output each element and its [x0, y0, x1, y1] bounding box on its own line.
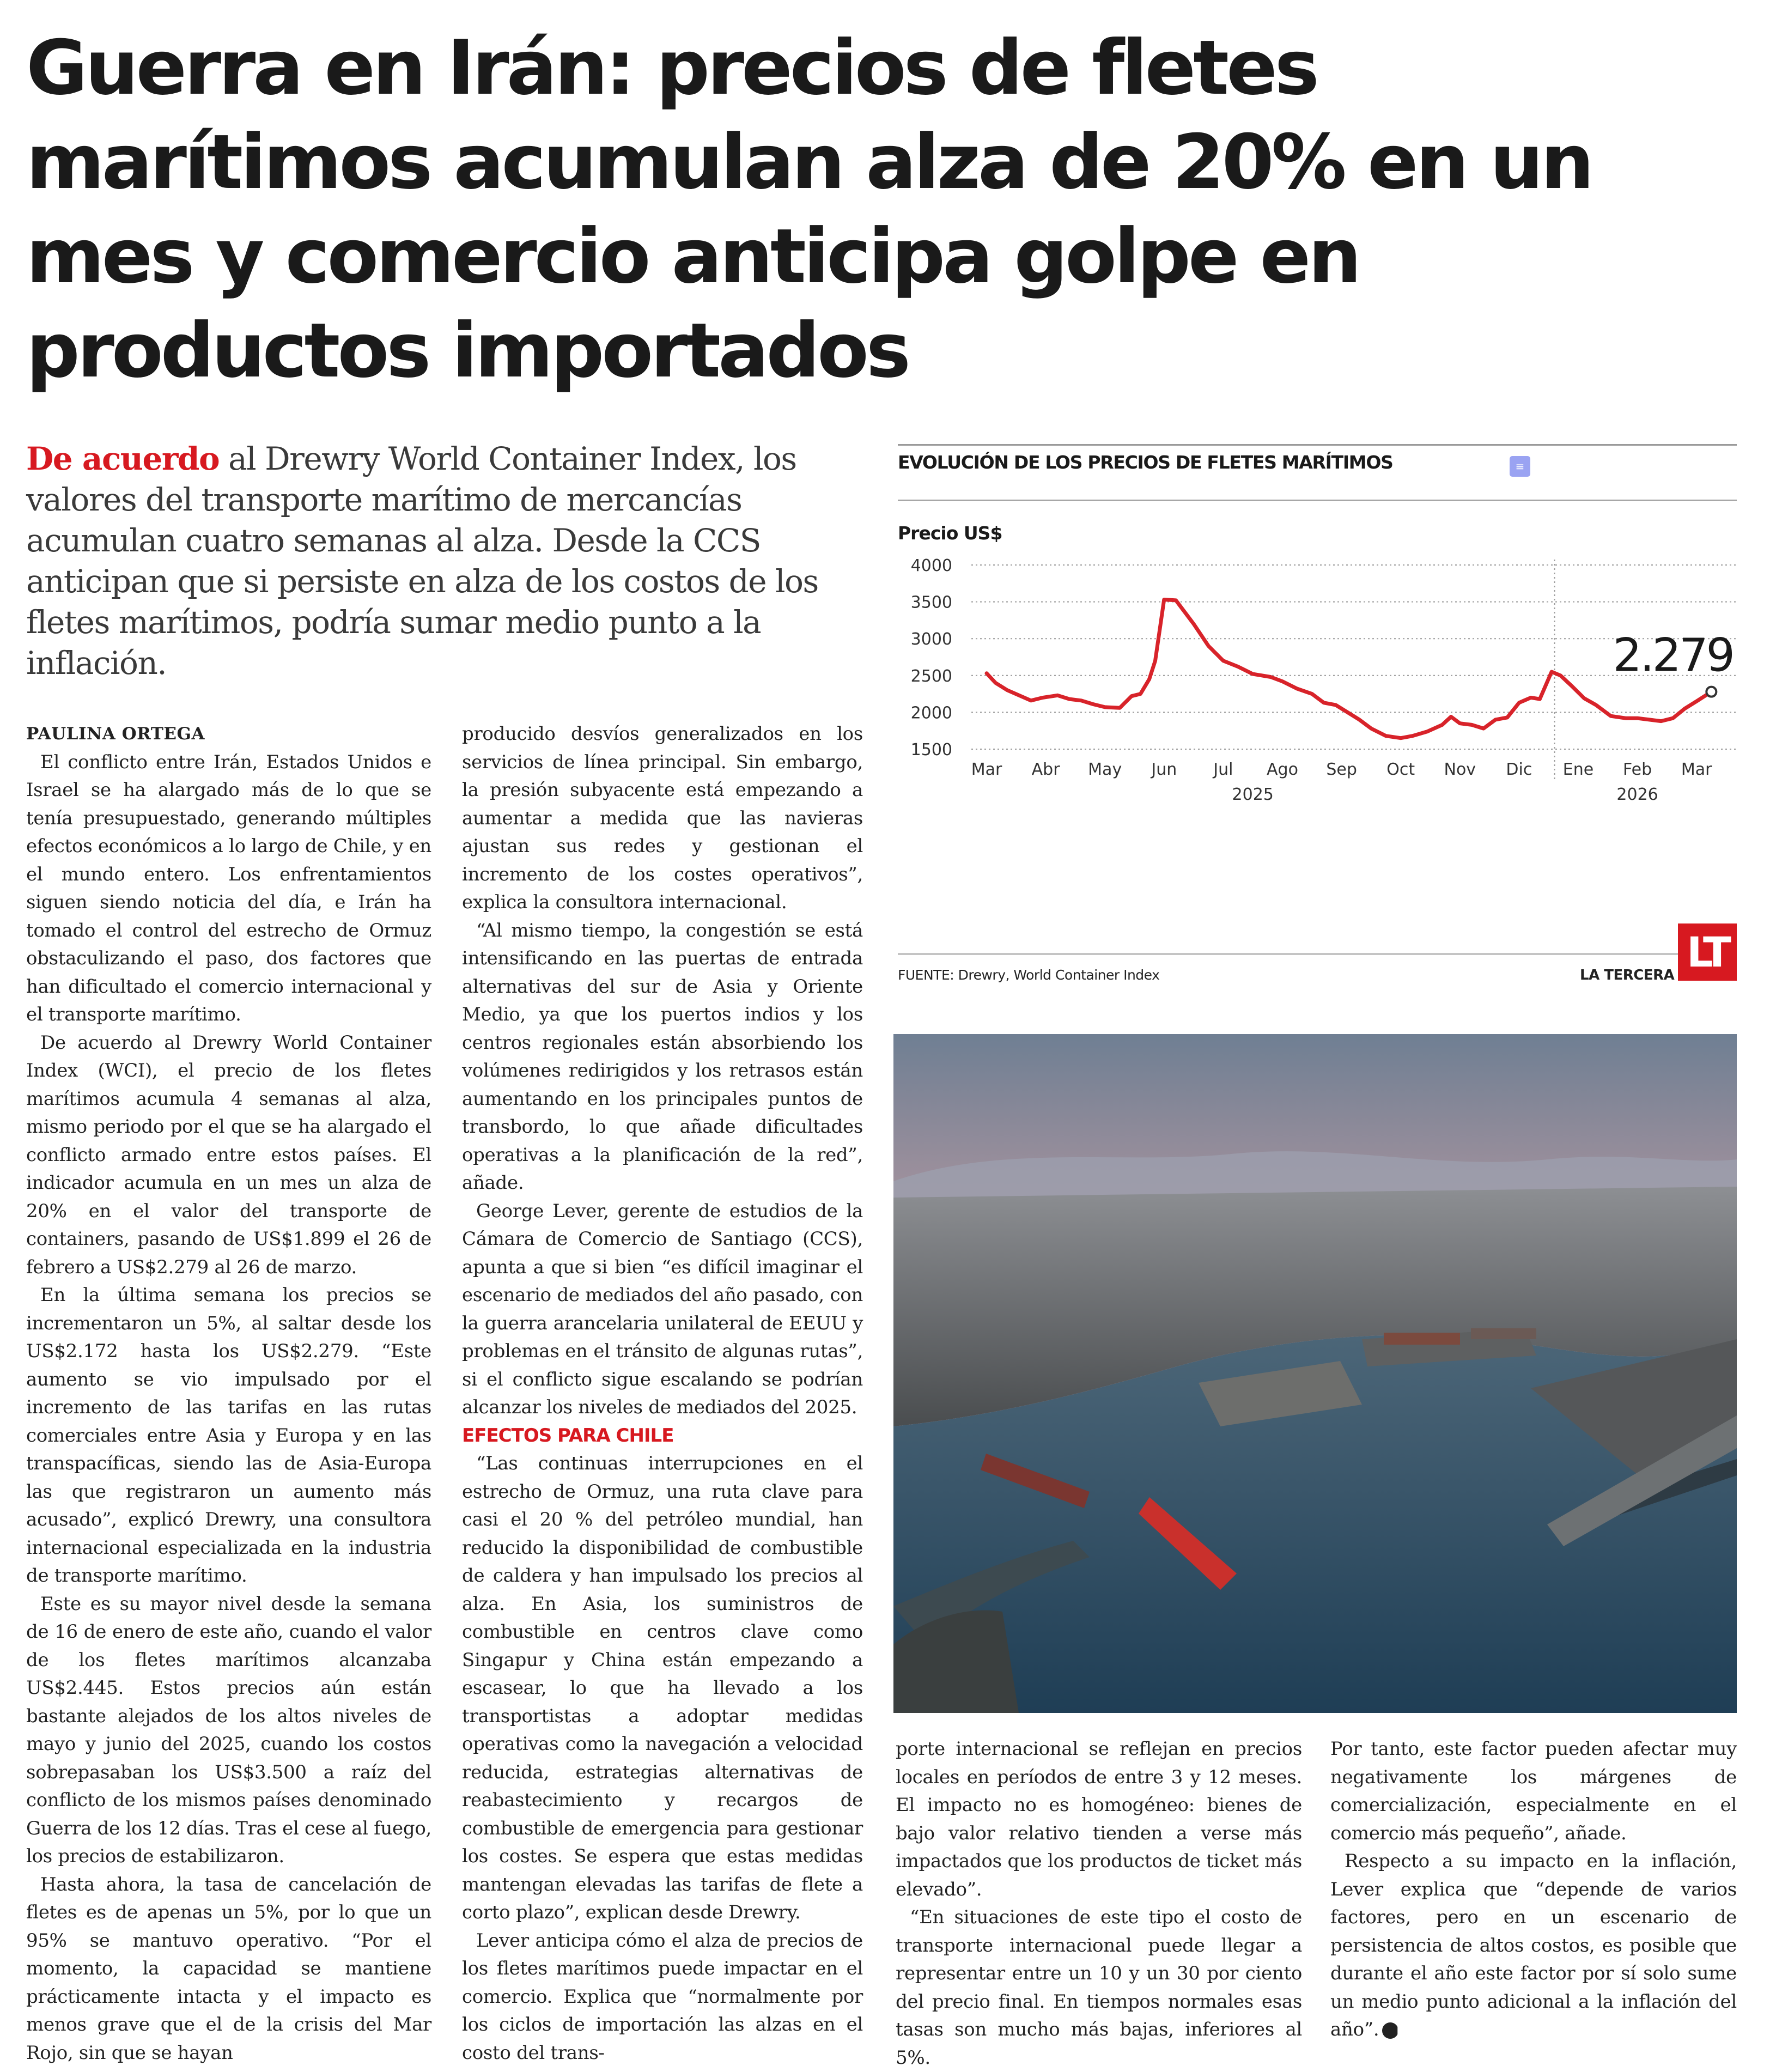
bottom-rule [898, 953, 1737, 955]
chart-source: FUENTE: Drewry, World Container Index [898, 967, 1160, 983]
top-rule [898, 444, 1737, 446]
x-tick-label: Mar [971, 760, 1002, 779]
paragraph: Hasta ahora, la tasa de cancelación de fletes es de apenas un 5%, por lo que un 95% se mantuvo operativo. “Por el momento, la capacidad se mantiene prácticamente intacta y el impacto es menos grave que el de la crisis del Mar Rojo, sin que se hayan [26, 1873, 431, 2064]
y-tick-label: 1500 [910, 740, 952, 759]
paragraph: producido desvíos generalizados en los servicios de línea principal. Sin embargo, la presión subyacente está empezando a aumentar a medida que las navieras ajustan sus redes y gestionan el incremento de los costes operativos”, explica la consultora internacional. [462, 723, 863, 913]
brand-name: LA TERCERA [1580, 967, 1675, 983]
last-point-marker [1706, 687, 1716, 697]
paragraph: Por tanto, este factor pueden afectar muy negativamente los márgenes de comercialización, especialmente en el comercio más pequeño”, añade. [1330, 1738, 1737, 1844]
y-tick-label: 3500 [910, 593, 952, 612]
paragraph: Este es su mayor nivel desde la semana de 16 de enero de este año, cuando el valor de los fletes marítimos alcanzaba US$2.445. Estos precios aún están bastante alejados de los altos niveles de mayo y junio del 2025, cuando los costos sobrepasaban los US$3.500 a raíz del conflicto de los mismos países denominado Guerra de los 12 días. Tras el cese al fuego, los precios de estabilizaron. [26, 1593, 431, 1867]
x-tick-label: Jun [1151, 760, 1177, 779]
y-axis-label: Precio US$ [898, 522, 1002, 544]
y-tick-label: 2500 [910, 666, 952, 686]
byline: PAULINA ORTEGA [26, 724, 205, 744]
x-tick-label: Dic [1506, 760, 1532, 779]
y-tick-label: 2000 [910, 703, 952, 723]
paragraph-text: Respecto a su impacto en la inflación, Lever explica que “depende de varios factores, pero en un escenario de persistencia de altos costos, es posible que durante el año este factor por sí solo sume un medio punto adicional a la inflación del año”. [1330, 1850, 1737, 2040]
chart-menu-icon[interactable]: ≡ [1510, 456, 1530, 477]
paragraph: De acuerdo al Drewry World Container Index (WCI), el precio de los fletes marítimos acumula 4 semanas al alza, mismo periodo por el que se ha alargado el conflicto armado entre estos países. El indicador acumula en un mes un alza de 20% en el valor del transporte de containers, pasando de US$1.899 el 26 de febrero a US$2.279 al 26 de marzo. [26, 1031, 431, 1278]
article-column-1 [26, 720, 431, 2067]
year-label: 2026 [1616, 785, 1658, 804]
x-tick-label: May [1088, 760, 1122, 779]
x-tick-label: Ene [1562, 760, 1594, 779]
x-tick-label: Nov [1444, 760, 1476, 779]
x-tick-label: Sep [1326, 760, 1357, 779]
paragraph: El conflicto entre Irán, Estados Unidos e Israel se ha alargado más de lo que se tenía presupuestado, generando múltiples efectos económicos a lo largo de Chile, y en el mundo entero. Los enfrentamientos siguen siendo noticia del día, e Irán ha tomado el control del estrecho de Ormuz obstaculizando el paso, dos factores que han dificultado el comercio internacional y el transporte marítimo. [26, 751, 431, 1025]
article-column-3 [896, 1735, 1302, 2072]
paragraph: porte internacional se reflejan en precios locales en períodos de entre 3 y 12 meses. El impacto no es homogéneo: bienes de bajo valor relativo tienden a verse más impactados que los productos de ticket más elevado”. [896, 1738, 1302, 1900]
price-chart [898, 504, 1737, 831]
subhead: EFECTOS PARA CHILE [462, 1424, 674, 1447]
article-column-2 [462, 720, 863, 2067]
photo-illustration [893, 1034, 1737, 1713]
x-tick-label: Ago [1267, 760, 1298, 779]
lead-paragraph [26, 439, 843, 684]
end-mark-icon: P [1382, 2022, 1398, 2039]
x-tick-label: Feb [1623, 760, 1652, 779]
paragraph [1330, 1848, 1737, 2044]
y-tick-label: 4000 [910, 556, 952, 575]
chart-infographic [898, 444, 1737, 983]
paragraph: George Lever, gerente de estudios de la Cámara de Comercio de Santiago (CCS), apunta a que si bien “es difícil imaginar el escenario de mediados del año pasado, con la guerra arancelaria unilateral de EEUU y problemas en el tránsito de algunas rutas”, si el conflicto sigue escalando se podrían alcanzar los niveles de mediados del 2025. [462, 1200, 863, 1418]
x-tick-label: Oct [1386, 760, 1415, 779]
la-tercera-logo: LT [1678, 923, 1737, 981]
paragraph: En la última semana los precios se incrementaron un 5%, al saltar desde los US$2.172 hasta los US$2.279. “Este aumento se vio impulsado por el incremento de las tarifas en las rutas comerciales entre Asia y Europa y en las transpacíficas, siendo las de Asia-Europa las que registraron un aumento más acusado”, explicó Drewry, una consultora internacional especializada en la industria de transporte marítimo. [26, 1284, 431, 1587]
paragraph: “En situaciones de este tipo el costo de transporte internacional puede llegar a representar entre un 10 y un 30 por ciento del precio final. En tiempos normales esas tasas son mucho más bajas, inferiores al 5%. [896, 1906, 1302, 2069]
series-line [987, 600, 1711, 738]
headline: Guerra en Irán: precios de fletes marítimos acumulan alza de 20% en un mes y comercio anticipa golpe en productos importados [26, 24, 1592, 394]
port-aerial-photo [893, 1034, 1737, 1713]
x-tick-label: Abr [1031, 760, 1060, 779]
title-rule [898, 500, 1737, 501]
x-tick-label: Jul [1213, 760, 1233, 779]
lead-text: al Drewry World Container Index, los valores del transporte marítimo de mercancías acumulan cuatro semanas al alza. Desde la CCS anticipan que si persiste en alza de los costos de los fletes marítimos, podría sumar medio punto a la inflación. [26, 440, 818, 682]
paragraph: “Al mismo tiempo, la congestión se está intensificando en las puertas de entrada alternativas del sur de Asia y Oriente Medio, ya que los puertos indios y los centros regionales están absorbiendo los volúmenes redirigidos y los retrasos están aumentando en los principales puntos de transbordo, lo que añade dificultades operativas a la planificación de la red”, añade. [462, 919, 863, 1194]
year-label: 2025 [1232, 785, 1274, 804]
y-tick-label: 3000 [910, 630, 952, 649]
x-tick-label: Mar [1681, 760, 1712, 779]
chart-title: EVOLUCIÓN DE LOS PRECIOS DE FLETES MARÍTIMOS [898, 452, 1393, 473]
lead-kicker: De acuerdo [26, 440, 220, 477]
article-column-4 [1330, 1735, 1737, 2044]
paragraph: “Las continuas interrupciones en el estrecho de Ormuz, una ruta clave para casi el 20 % del petróleo mundial, han reducido la disponibilidad de combustible de caldera y han impulsado los precios al alza. En Asia, los suministros de combustible en centros clave como Singapur y China están empezando a escasear, lo que ha llevado a los transportistas a adoptar medidas operativas como la navegación a velocidad reducida, estrategias alternativas de reabastecimiento y recargos de combustible de emergencia para gestionar los costes. Se espera que estas medidas mantengan elevadas las tarifas de flete a corto plazo”, explican desde Drewry. [462, 1453, 863, 1923]
paragraph: Lever anticipa cómo el alza de precios de los fletes marítimos puede impactar en el comercio. Explica que “normalmente por los ciclos de importación las alzas en el costo del trans- [462, 1929, 863, 2064]
last-value-label: 2.279 [1613, 628, 1733, 682]
